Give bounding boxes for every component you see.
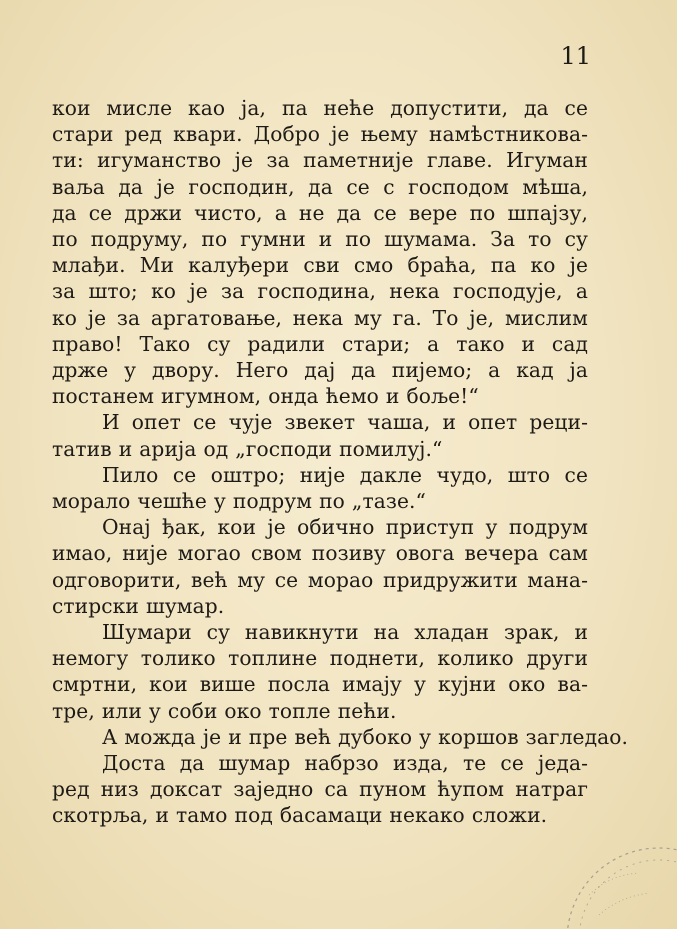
text-line: Онај ђак, кои је обично приступ у подрум <box>102 515 588 540</box>
text-line: ваља да је господин, да се с господом мѣша, <box>52 174 588 199</box>
text-line: Шумари су навикнути на хладан зрак, и <box>102 620 588 645</box>
text-line: да се држи чисто, а не да се вере по шпајзу, <box>52 200 588 225</box>
text-line: ти: игуманство је за паметније главе. Игуман <box>52 148 588 173</box>
library-stamp-icon <box>549 835 677 929</box>
text-line: А можда је и пре већ дубоко у коршов загледао. <box>102 724 629 749</box>
text-line: смртни, кои више посла имају у кујни око ва- <box>52 672 588 697</box>
text-line: по подруму, по гумни и по шумама. За то су <box>52 227 588 252</box>
paragraph <box>52 724 629 750</box>
paragraph <box>52 95 588 409</box>
text-line: стари ред квари. Добро је њему намѣстникова- <box>52 122 588 147</box>
text-line: морало чешће у подрум по „тазе.“ <box>52 489 426 514</box>
body-text <box>52 95 629 829</box>
text-line: одговорити, већ му се морао придружити мана- <box>52 567 588 592</box>
text-line: И опет се чује звекет чаша, и опет реци- <box>102 410 588 435</box>
page-number: 11 <box>560 42 591 70</box>
text-line: скотрља, и тамо под басамаци некако сложи. <box>52 803 548 828</box>
text-line: ред низ доксат заједно са пуном ћупом натраг <box>52 777 588 802</box>
paragraph <box>52 409 588 461</box>
text-line: млађи. Ми калуђери сви смо браћа, па ко је <box>52 253 588 278</box>
text-line: стирски шумар. <box>52 593 225 618</box>
text-line: тре, или у соби око топле пећи. <box>52 698 397 723</box>
text-line: Пило се оштро; није дакле чудо, што се <box>102 462 588 487</box>
paragraph <box>52 462 588 514</box>
text-line: држе у двору. Него дај да пијемо; а кад ја <box>52 358 588 383</box>
text-line: кои мисле као ја, па неће допустити, да се <box>52 96 588 120</box>
paragraph <box>52 750 588 829</box>
paragraph <box>52 514 588 619</box>
text-line: право! Тако су радили стари; а тако и сад <box>52 331 588 356</box>
text-line: постанем игумном, онда ћемо и боље!“ <box>52 384 479 409</box>
text-line: имао, није могао свом позиву овога вечера сам <box>52 541 588 566</box>
text-line: ко је за аргатовање, нека му га. То је, мислим <box>52 305 588 330</box>
paragraph <box>52 619 588 724</box>
text-line: татив и арија од „господи помилуј.“ <box>52 436 443 461</box>
text-line: за што; ко је за господина, нека господује, а <box>52 279 588 304</box>
text-line: немогу толико топлине поднети, колико други <box>52 646 588 671</box>
text-line: Доста да шумар набрзо изда, те се једа- <box>102 751 588 776</box>
